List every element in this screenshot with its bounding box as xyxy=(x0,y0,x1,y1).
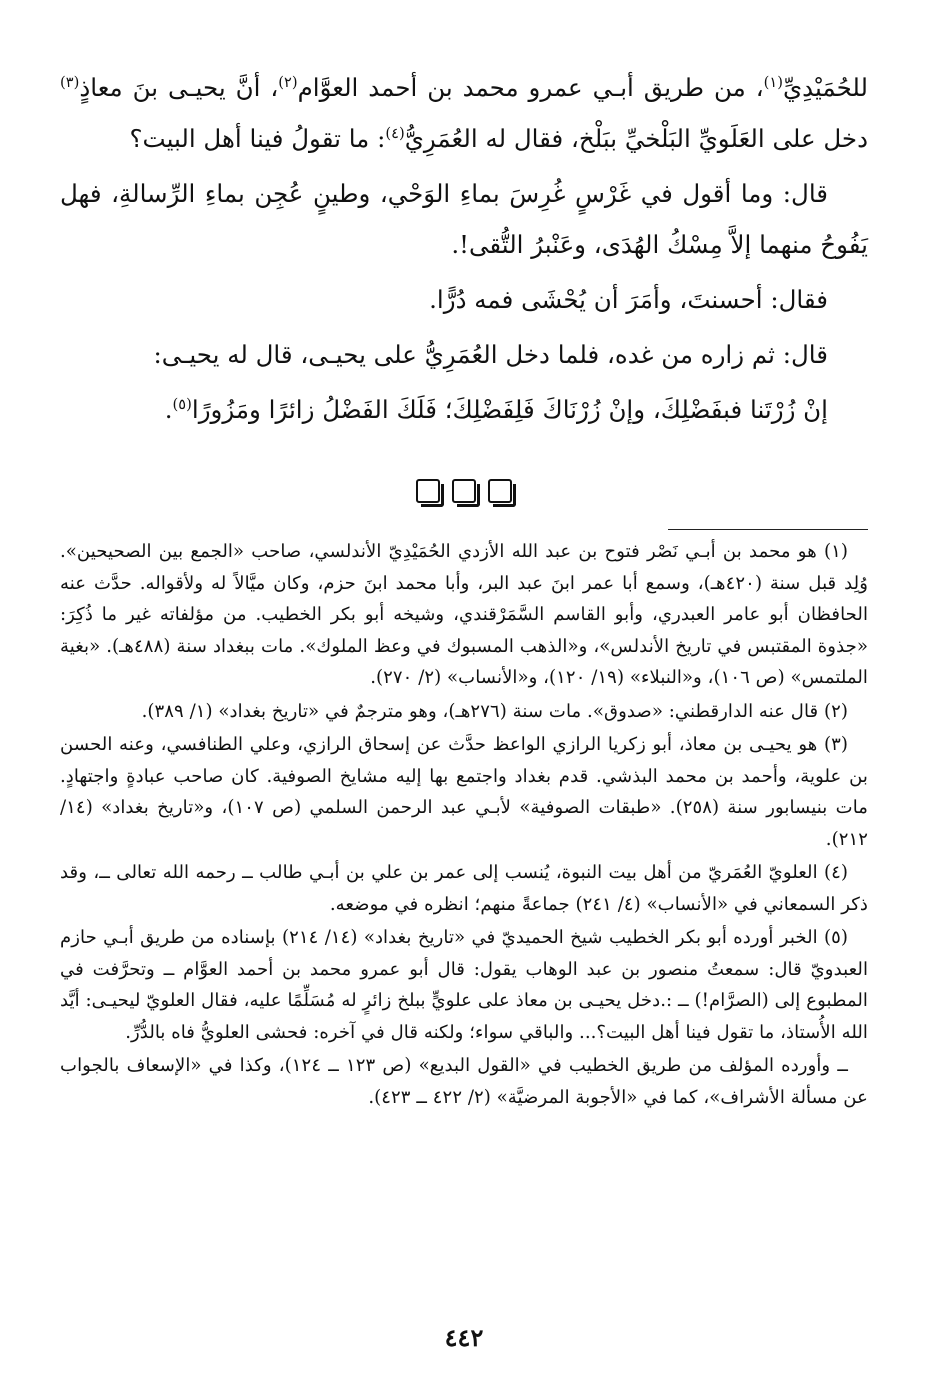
footnote-5-continuation: ــ وأورده المؤلف من طريق الخطيب في «القول البديع» (ص ١٢٣ ــ ١٢٤)، وكذا في «الإسعاف بالجواب عن مسألة الأشراف»، كما في «الأجوبة المرضيَّة» (٢/ ٤٢٢ ــ ٤٢٣). xyxy=(60,1055,868,1108)
footnote-ref: (٣) xyxy=(60,73,80,91)
footnote-4: (٤) العلويّ العُمَريّ من أهل بيت النبوة، يُنسب إلى عمر بن علي بن أبـي طالب ــ رحمه الله تعالى ــ، وقد ذكر السمعاني في «الأنساب» (٤/ ٢٤١) جماعةً منهم؛ انظره في موضعه. xyxy=(60,862,868,915)
main-text-segment: دخل على العَلَويِّ البَلْخيِّ ببَلْخ، فقال له العُمَرِيُّ xyxy=(404,124,868,153)
main-text-segment: : ما تقولُ فينا أهل البيت؟ xyxy=(129,124,386,153)
verse-end: . xyxy=(164,395,173,424)
footnote-1: (١) هو محمد بن أبـي نَصْر فتوح بن عبد الله الأزدي الحُمَيْدِيّ الأندلسي، صاحب «الجمع بين الصحيحين». وُلِد قبل سنة (٤٢٠هـ)، وسمع أبا عمر ابنَ عبد البر، وأبا محمد ابنَ حزم، وكان ميَّالاً له ولأقواله. حدَّث عنه الحافظان أبو عامر العبدري، وأبو القاسم السَّمَرْقندي، وشيخه أبو بكر الخطيب. من مؤلفاته غير ما ذُكِرَ: «جذوة المقتبس في تاريخ الأندلس»، و«الذهب المسبوك في وعظ الملوك». مات ببغداد سنة (٤٨٨هـ). «بغية الملتمس» (ص ١٠٦)، و«النبلاء» (١٩/ ١٢٠)، و«الأنساب» (٢/ ٢٧٠). xyxy=(60,541,869,688)
footnote-ref: (٤) xyxy=(385,124,405,142)
square-ornament-icon xyxy=(488,479,512,503)
footnote-separator xyxy=(668,529,868,530)
footnotes xyxy=(60,536,868,1113)
page-number: ٤٤٢ xyxy=(444,1323,484,1352)
footnote-5: (٥) الخبر أورده أبو بكر الخطيب شيخ الحميديّ في «تاريخ بغداد» (١٤/ ٢١٤) بإسناده من طريق أبـي حازم العبدويّ قال: سمعتُ منصور بن عبد الوهاب يقول: قال أبو عمرو محمد بن أحمد العوَّام ــ وتحرَّفت في المطبوع إلى (الصرَّام!) ــ :.دخل يحيـى بن معاذ على علويٍّ ببلخ زائرٍ له مُسَلِّمًا عليه، فقال العلويّ ليحيـى: أيَّد الله الأُستاذ، ما تقول فينا أهل البيت؟... والباقي سواء؛ ولكنه قال في آخره: فحشى العلويُّ فاه بالدُّرِّ. xyxy=(60,927,868,1043)
main-text xyxy=(60,62,868,435)
verse-text: إنْ زُرْتَنا فبفَضْلِكَ، وإنْ زُرْنَاكَ فَلِفَضْلِكَ؛ فَلَكَ الفَضْلُ زائرًا ومَزُورًا xyxy=(191,395,828,424)
footnote-ref: (٥) xyxy=(172,395,192,413)
main-paragraph-2: قال: وما أقول في غَرْسٍ غُرِسَ بماءِ الوَحْي، وطينٍ عُجِن بماءِ الرِّسالةِ، فهل يَفُوحُ منهما إلاَّ مِسْكُ الهُدَى، وعَنْبرُ التُّقى!. xyxy=(60,179,868,259)
footnote-3: (٣) هو يحيـى بن معاذ، أبو زكريا الرازي الواعظ حدَّث عن إسحاق الرازي، وعلي الطنافسي، وعنه الحسن بن علوية، وأحمد بن محمد البذشي. قدم بغداد واجتمع بها إليه مشايخ الصوفية. كان صاحب عبادةٍ واجتهادٍ. مات بنيسابور سنة (٢٥٨). «طبقات الصوفية» لأبـي عبد الرحمن السلمي (ص ١٠٧)، و«تاريخ بغداد» (١٤/ ٢١٢). xyxy=(60,734,868,850)
main-text-segment: ، من طريق أبـي عمرو محمد بن أحمد العوَّام xyxy=(297,73,764,102)
footnote-ref: (٢) xyxy=(278,73,298,91)
section-divider-ornament xyxy=(60,479,868,509)
verse-line xyxy=(60,384,868,435)
main-paragraph-4: قال: ثم زاره من غده، فلما دخل العُمَرِيُّ على يحيـى، قال له يحيـى: xyxy=(153,340,828,369)
main-text-segment: للحُمَيْدِيِّ xyxy=(783,73,868,102)
footnote-2: (٢) قال عنه الدارقطني: «صدوق». مات سنة (٢٧٦هـ)، وهو مترجمٌ في «تاريخ بغداد» (١/ ٣٨٩). xyxy=(141,700,848,722)
book-page xyxy=(60,62,868,1352)
footnote-ref: (١) xyxy=(763,73,783,91)
square-ornament-icon xyxy=(452,479,476,503)
main-paragraph-1 xyxy=(60,62,868,164)
main-paragraph-3: فقال: أحسنتَ، وأمَرَ أن يُحْشَى فمه دُرًّا. xyxy=(429,285,828,314)
square-ornament-icon xyxy=(416,479,440,503)
main-text-segment: ، أنَّ يحيـى بنَ معاذٍ xyxy=(79,73,279,102)
